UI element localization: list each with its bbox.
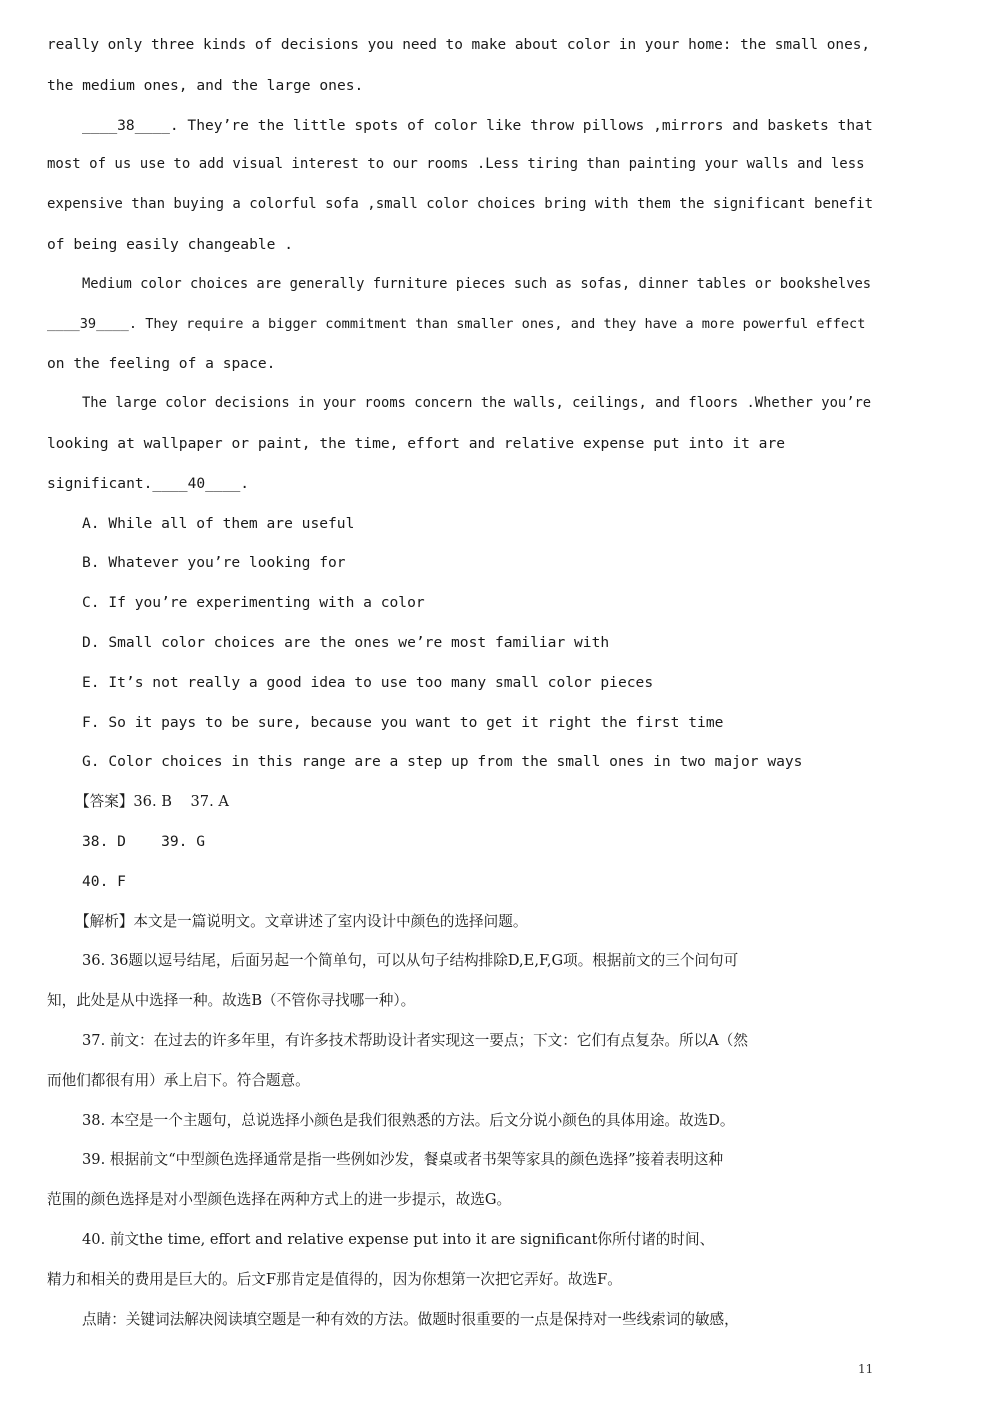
analysis-39: 39. 根据前文“中型颜色选择通常是指一些例如沙发，餐桌或者书架等家具的颜色选择”接着表明这种 bbox=[82, 1151, 724, 1169]
passage-line: looking at wallpaper or paint, the time, effort and relative expense put into it are bbox=[47, 434, 786, 452]
analysis-39-cont: 范围的颜色选择是对小型颜色选择在两种方式上的进一步提示，故选G。 bbox=[47, 1191, 512, 1209]
passage-line-blank-38: ____38____. They’re the little spots of color like throw pillows ,mirrors and baskets that bbox=[82, 116, 873, 134]
page-number: 11 bbox=[858, 1362, 874, 1376]
option-e: E. It’s not really a good idea to use too many small color pieces bbox=[82, 673, 654, 691]
answer-line: 40. F bbox=[82, 872, 126, 890]
passage-line-blank-39: ____39____. They require a bigger commitment than smaller ones, and they have a more powerful effect bbox=[47, 315, 866, 332]
answer-line: 38. D 39. G bbox=[82, 832, 206, 850]
passage-line: expensive than buying a colorful sofa ,small color choices bring with them the significant benefit bbox=[47, 196, 874, 213]
option-a: A. While all of them are useful bbox=[82, 514, 355, 532]
passage-line: the medium ones, and the large ones. bbox=[47, 76, 364, 94]
passage-line: really only three kinds of decisions you need to make about color in your home: the small ones, bbox=[47, 37, 871, 53]
analysis-38: 38. 本空是一个主题句，总说选择小颜色是我们很熟悉的方法。后文分说小颜色的具体用途。故选D。 bbox=[82, 1111, 735, 1129]
analysis-36-cont: 知，此处是从中选择一种。故选B（不管你寻找哪一种）。 bbox=[47, 992, 416, 1010]
passage-line: The large color decisions in your rooms concern the walls, ceilings, and floors .Whether you’re bbox=[82, 395, 872, 412]
option-d: D. Small color choices are the ones we’re most familiar with bbox=[82, 633, 610, 651]
analysis-40: 40. 前文the time, effort and relative expense put into it are significant你所付诸的时间、 bbox=[82, 1230, 715, 1248]
option-g: G. Color choices in this range are a step up from the small ones in two major ways bbox=[82, 753, 803, 771]
analysis-37-cont: 而他们都很有用）承上启下。符合题意。 bbox=[47, 1071, 310, 1089]
passage-line: on the feeling of a space. bbox=[47, 355, 276, 373]
option-f: F. So it pays to be sure, because you want to get it right the first time bbox=[82, 713, 724, 731]
passage-line: of being easily changeable . bbox=[47, 235, 294, 253]
document-page bbox=[47, 26, 873, 1339]
passage-line: Medium color choices are generally furniture pieces such as sofas, dinner tables or bookshelves bbox=[82, 275, 872, 292]
analysis-40-cont: 精力和相关的费用是巨大的。后文F那肯定是值得的，因为你想第一次把它弄好。故选F。 bbox=[47, 1270, 622, 1288]
option-c: C. If you’re experimenting with a color bbox=[82, 594, 425, 612]
passage-line: most of us use to add visual interest to our rooms .Less tiring than painting your walls and less bbox=[47, 156, 865, 173]
analysis-tip: 点睛：关键词法解决阅读填空题是一种有效的方法。做题时很重要的一点是保持对一些线索词的敏感， bbox=[82, 1310, 739, 1328]
option-b: B. Whatever you’re looking for bbox=[82, 554, 346, 572]
analysis-36: 36. 36题以逗号结尾，后面另起一个简单句，可以从句子结构排除D,E,F,G项。根据前文的三个问句可 bbox=[82, 952, 739, 970]
analysis-intro: 【解析】本文是一篇说明文。文章讲述了室内设计中颜色的选择问题。 bbox=[75, 912, 528, 930]
analysis-37: 37. 前文：在过去的许多年里，有许多技术帮助设计者实现这一要点；下文：它们有点复杂。所以A（然 bbox=[82, 1031, 748, 1049]
answer-line: 【答案】36. B 37. A bbox=[75, 793, 229, 811]
passage-line-blank-40: significant.____40____. bbox=[47, 474, 250, 492]
